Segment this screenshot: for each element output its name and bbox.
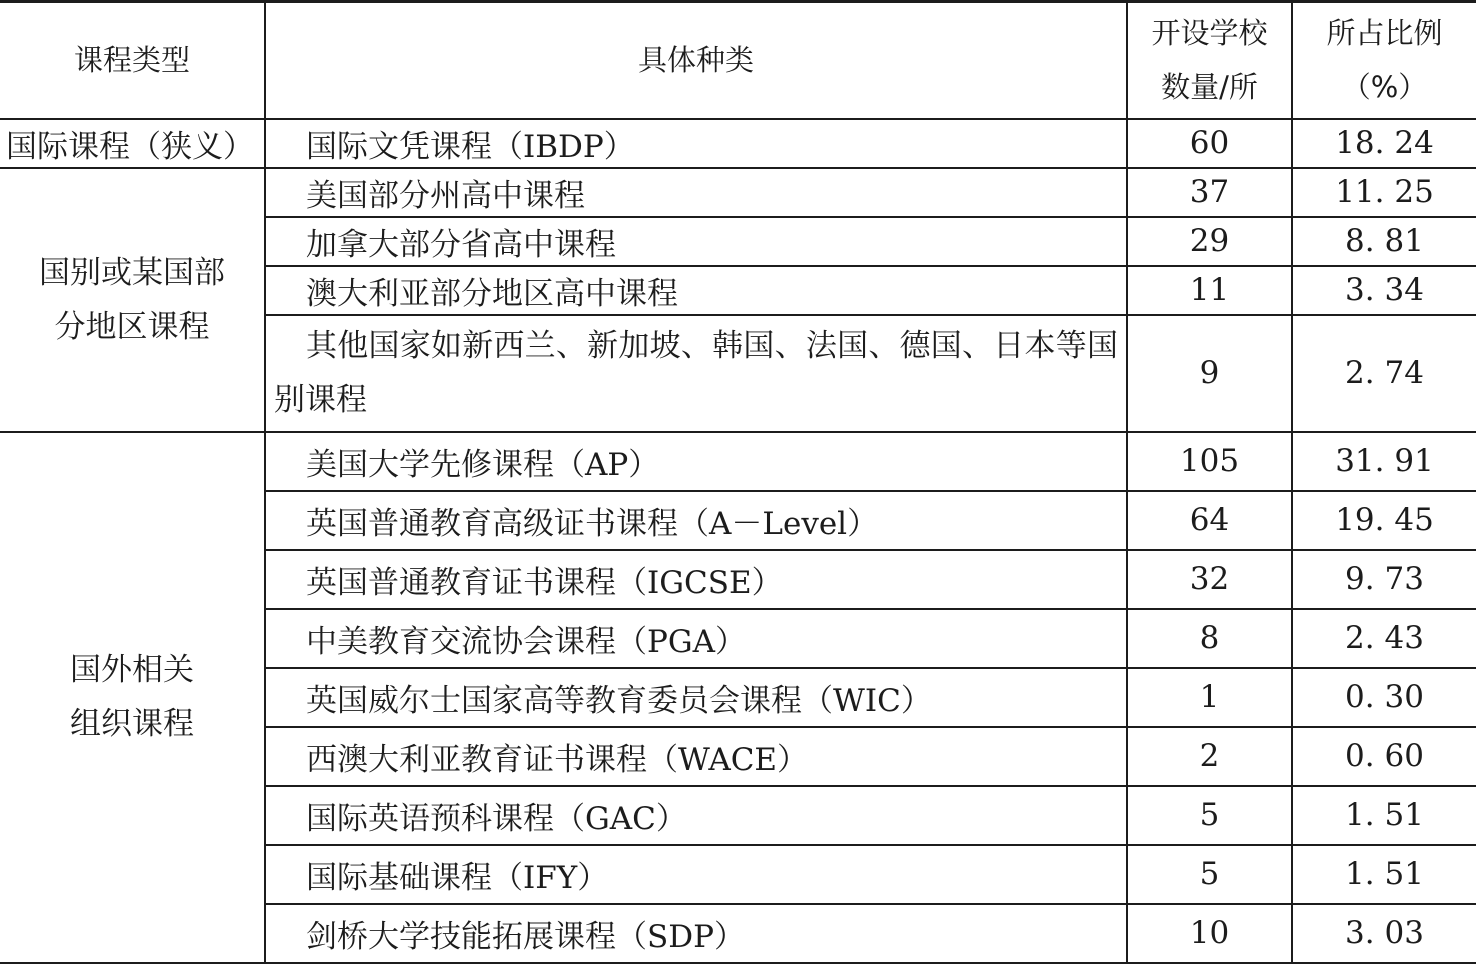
count-cell: 64 [1127,491,1292,550]
count-cell: 29 [1127,217,1292,266]
count-cell: 1 [1127,668,1292,727]
ratio-cell: 19. 45 [1292,491,1476,550]
kind-cell: 中美教育交流协会课程（PGA） [265,609,1127,668]
table-row [0,168,1476,217]
count-cell: 11 [1127,266,1292,315]
kind-cell: 国际文凭课程（IBDP） [265,119,1127,168]
ratio-cell: 18. 24 [1292,119,1476,168]
ratio-cell: 8. 81 [1292,217,1476,266]
count-cell: 105 [1127,432,1292,491]
count-cell: 9 [1127,315,1292,432]
kind-cell: 其他国家如新西兰、新加坡、韩国、法国、德国、日本等国别课程 [265,315,1127,432]
count-cell: 60 [1127,119,1292,168]
ratio-cell: 0. 30 [1292,668,1476,727]
header-row [0,2,1476,119]
ratio-cell: 11. 25 [1292,168,1476,217]
header-ratio [1292,2,1476,119]
header-ratio-line2: （%） [1341,70,1428,105]
category-cell: 国别或某国部分地区课程 [0,168,265,432]
ratio-cell: 9. 73 [1292,550,1476,609]
ratio-cell: 1. 51 [1292,786,1476,845]
table-row [0,432,1476,491]
kind-cell: 英国普通教育证书课程（IGCSE） [265,550,1127,609]
count-cell: 37 [1127,168,1292,217]
header-school-count [1127,2,1292,119]
kind-cell: 西澳大利亚教育证书课程（WACE） [265,727,1127,786]
count-cell: 5 [1127,786,1292,845]
kind-cell: 剑桥大学技能拓展课程（SDP） [265,904,1127,963]
header-specific-kind: 具体种类 [265,2,1127,119]
ratio-cell: 3. 03 [1292,904,1476,963]
ratio-cell: 3. 34 [1292,266,1476,315]
kind-cell: 加拿大部分省高中课程 [265,217,1127,266]
ratio-cell: 31. 91 [1292,432,1476,491]
kind-cell: 澳大利亚部分地区高中课程 [265,266,1127,315]
count-cell: 2 [1127,727,1292,786]
kind-cell: 美国大学先修课程（AP） [265,432,1127,491]
category-cell: 国际课程（狭义） [0,119,265,168]
count-cell: 32 [1127,550,1292,609]
header-course-type: 课程类型 [0,2,265,119]
ratio-cell: 2. 43 [1292,609,1476,668]
table-row [0,119,1476,168]
ratio-cell: 0. 60 [1292,727,1476,786]
header-ratio-line1: 所占比例 [1326,16,1443,51]
ratio-cell: 2. 74 [1292,315,1476,432]
kind-cell: 国际基础课程（IFY） [265,845,1127,904]
ratio-cell: 1. 51 [1292,845,1476,904]
count-cell: 8 [1127,609,1292,668]
kind-cell: 美国部分州高中课程 [265,168,1127,217]
kind-cell: 国际英语预科课程（GAC） [265,786,1127,845]
header-school-count-line1: 开设学校 [1151,16,1268,51]
kind-cell: 英国威尔士国家高等教育委员会课程（WIC） [265,668,1127,727]
header-school-count-line2: 数量/所 [1161,70,1258,105]
count-cell: 5 [1127,845,1292,904]
kind-cell: 英国普通教育高级证书课程（A－Level） [265,491,1127,550]
category-cell: 国外相关组织课程 [0,432,265,963]
count-cell: 10 [1127,904,1292,963]
